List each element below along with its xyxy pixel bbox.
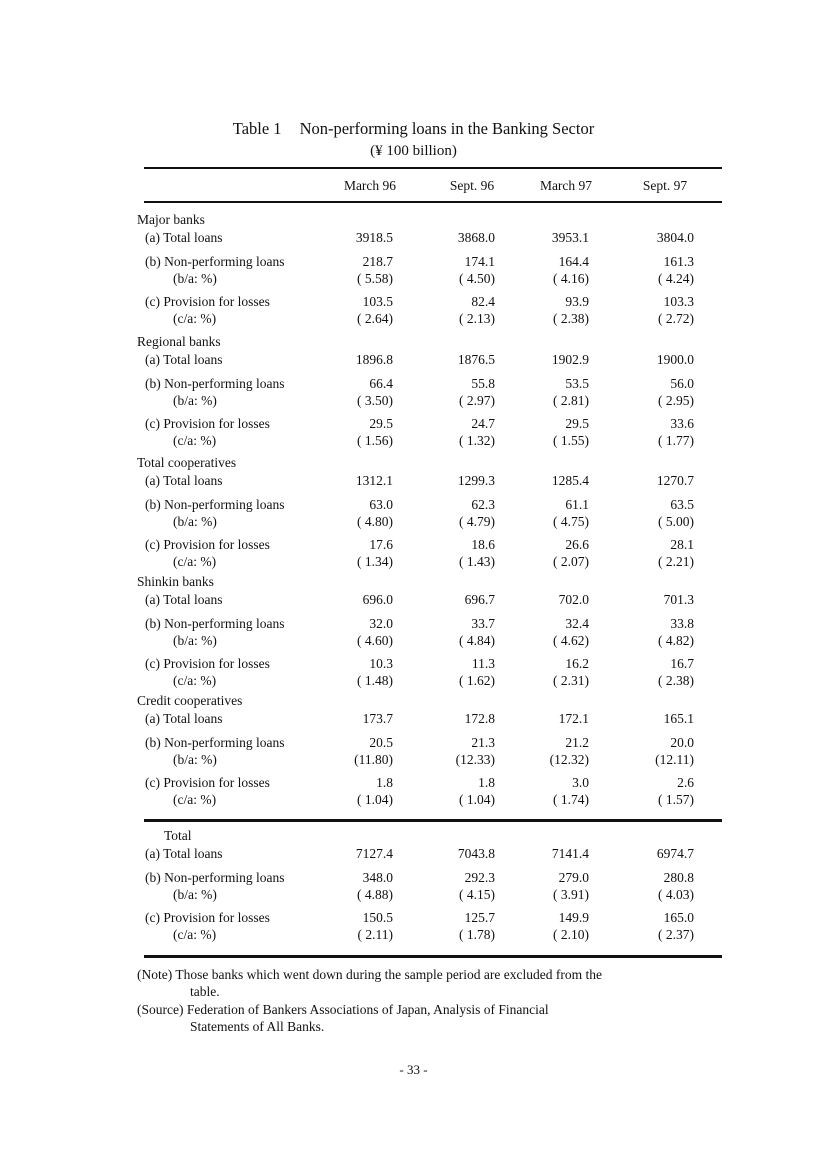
cell-value: 174.1 [464,254,495,269]
table-row [0,791,827,809]
group-name-text: Shinkin banks [137,574,214,589]
row-label: (b/a: %) [173,393,217,408]
cell-value: 3804.0 [656,230,694,245]
cell-value: 218.7 [362,254,393,269]
table-row [0,869,827,887]
row-label: (c) Provision for losses [145,537,270,552]
row-label: (c/a: %) [173,311,217,326]
cell-value: ( 1.77) [658,433,694,448]
cell-value: 66.4 [369,376,393,391]
cell-value: ( 2.10) [553,927,589,942]
group-name [0,454,827,472]
cell-value: 7127.4 [355,846,393,861]
table-subtitle: (¥ 100 billion) [370,143,457,159]
table-row [0,392,827,410]
row-label: (b/a: %) [173,633,217,648]
group-name-text: Regional banks [137,334,221,349]
cell-value: ( 2.31) [553,673,589,688]
row-label: (c/a: %) [173,792,217,807]
cell-value: 165.1 [663,711,694,726]
row-label: (b) Non-performing loans [145,735,285,750]
cell-value: ( 2.21) [658,554,694,569]
cell-value: 28.1 [670,537,694,552]
column-header: March 96 [343,178,397,193]
cell-value: 1312.1 [355,473,393,488]
cell-value: 32.4 [565,616,589,631]
cell-value: 33.8 [670,616,694,631]
table-row [0,253,827,271]
table-row [0,472,827,490]
cell-value: 696.7 [464,592,495,607]
cell-value: 20.5 [369,735,393,750]
cell-value: 82.4 [471,294,495,309]
cell-value: 10.3 [369,656,393,671]
cell-value: 16.2 [565,656,589,671]
table-label: Table 1 [232,119,282,138]
cell-value: 125.7 [464,910,495,925]
cell-value: 32.0 [369,616,393,631]
cell-value: 3918.5 [355,230,393,245]
group-name [0,333,827,351]
table-row [0,672,827,690]
cell-value: 149.9 [558,910,589,925]
cell-value: 1902.9 [551,352,589,367]
cell-value: (12.32) [549,752,589,767]
cell-value: 280.8 [663,870,694,885]
cell-value: 696.0 [362,592,393,607]
cell-value: ( 1.57) [658,792,694,807]
table-row [0,513,827,531]
cell-value: ( 3.91) [553,887,589,902]
cell-value: ( 4.03) [658,887,694,902]
group-name-text: Total cooperatives [137,455,237,470]
row-label: (b) Non-performing loans [145,254,285,269]
cell-value: 1299.3 [457,473,495,488]
column-header: March 97 [539,178,593,193]
cell-value: ( 4.50) [459,271,495,286]
cell-value: ( 1.04) [459,792,495,807]
cell-value: ( 2.37) [658,927,694,942]
row-label: (c) Provision for losses [145,656,270,671]
cell-value: ( 2.07) [553,554,589,569]
cell-value: ( 4.16) [553,271,589,286]
cell-value: 18.6 [471,537,495,552]
table-row [0,415,827,433]
cell-value: ( 1.78) [459,927,495,942]
top-rule [144,167,722,169]
cell-value: ( 4.82) [658,633,694,648]
group-name [0,692,827,710]
table-title [0,119,827,139]
cell-value: 33.7 [471,616,495,631]
cell-value: ( 5.00) [658,514,694,529]
source-line-2: Statements of All Banks. [190,1019,325,1034]
table-row [0,751,827,769]
row-label: (a) Total loans [145,846,223,861]
cell-value: ( 4.84) [459,633,495,648]
page-number: - 33 - [399,1062,428,1077]
table-title-text: Non-performing loans in the Banking Sector [299,119,595,138]
cell-value: 63.5 [670,497,694,512]
cell-value: ( 2.38) [658,673,694,688]
row-label: (a) Total loans [145,711,223,726]
table-row [0,734,827,752]
cell-value: ( 3.50) [357,393,393,408]
cell-value: 1876.5 [457,352,495,367]
cell-value: 6974.7 [656,846,694,861]
cell-value: 33.6 [670,416,694,431]
table-row [0,351,827,369]
cell-value: ( 2.72) [658,311,694,326]
cell-value: 61.1 [565,497,589,512]
cell-value: ( 4.75) [553,514,589,529]
cell-value: ( 1.04) [357,792,393,807]
cell-value: 172.1 [558,711,589,726]
group-name-text: Total [164,828,192,843]
cell-value: 1900.0 [656,352,694,367]
cell-value: 279.0 [558,870,589,885]
cell-value: 702.0 [558,592,589,607]
row-label: (a) Total loans [145,592,223,607]
cell-value: 701.3 [663,592,694,607]
cell-value: ( 4.24) [658,271,694,286]
group-name [0,211,827,229]
table-row [0,774,827,792]
cell-value: 1896.8 [355,352,393,367]
cell-value: ( 4.62) [553,633,589,648]
table-row [0,615,827,633]
cell-value: 348.0 [362,870,393,885]
row-label: (b/a: %) [173,752,217,767]
table-row [0,496,827,514]
cell-value: ( 2.81) [553,393,589,408]
row-label: (a) Total loans [145,473,223,488]
cell-value: ( 4.60) [357,633,393,648]
table-row [0,845,827,863]
cell-value: 11.3 [471,656,495,671]
cell-value: 3868.0 [457,230,495,245]
table-row [0,909,827,927]
table-row [0,293,827,311]
cell-value: ( 1.34) [357,554,393,569]
cell-value: 292.3 [464,870,495,885]
table-row [0,886,827,904]
cell-value: 24.7 [471,416,495,431]
table-row [0,632,827,650]
cell-value: 16.7 [670,656,694,671]
cell-value: 1285.4 [551,473,589,488]
row-label: (b) Non-performing loans [145,870,285,885]
cell-value: 2.6 [677,775,694,790]
cell-value: 56.0 [670,376,694,391]
cell-value: ( 5.58) [357,271,393,286]
row-label: (a) Total loans [145,352,223,367]
cell-value: ( 4.79) [459,514,495,529]
cell-value: (12.11) [655,752,694,767]
cell-value: 1270.7 [656,473,694,488]
table-row [0,553,827,571]
row-label: (b/a: %) [173,271,217,286]
cell-value: 164.4 [558,254,589,269]
cell-value: ( 2.38) [553,311,589,326]
cell-value: 26.6 [565,537,589,552]
source-line-1: (Source) Federation of Bankers Associations of Japan, Analysis of Financial [137,1002,549,1017]
cell-value: 93.9 [565,294,589,309]
table-row [0,229,827,247]
cell-value: 21.2 [565,735,589,750]
cell-value: ( 4.80) [357,514,393,529]
cell-value: 161.3 [663,254,694,269]
cell-value: ( 1.48) [357,673,393,688]
bottom-rule [144,955,722,958]
cell-value: 1.8 [376,775,393,790]
table-row [0,655,827,673]
cell-value: 3953.1 [551,230,589,245]
table-row [0,270,827,288]
cell-value: ( 1.32) [459,433,495,448]
row-label: (c) Provision for losses [145,294,270,309]
row-label: (c/a: %) [173,433,217,448]
row-label: (b/a: %) [173,887,217,902]
row-label: (a) Total loans [145,230,223,245]
row-label: (c) Provision for losses [145,910,270,925]
group-name-text: Credit cooperatives [137,693,243,708]
cell-value: 172.8 [464,711,495,726]
column-header: Sept. 97 [642,178,688,193]
cell-value: ( 4.15) [459,887,495,902]
cell-value: 165.0 [663,910,694,925]
row-label: (c/a: %) [173,554,217,569]
note-line-1: (Note) Those banks which went down during the sample period are excluded from the [137,967,602,982]
cell-value: 55.8 [471,376,495,391]
cell-value: ( 2.11) [357,927,393,942]
row-label: (c/a: %) [173,927,217,942]
cell-value: 17.6 [369,537,393,552]
table-row [0,310,827,328]
table-row [0,710,827,728]
row-label: (c) Provision for losses [145,775,270,790]
cell-value: 103.5 [362,294,393,309]
cell-value: 1.8 [478,775,495,790]
cell-value: ( 2.97) [459,393,495,408]
cell-value: ( 1.43) [459,554,495,569]
note-line-2: table. [190,984,220,999]
cell-value: 63.0 [369,497,393,512]
cell-value: ( 2.95) [658,393,694,408]
cell-value: 7141.4 [551,846,589,861]
table-row [0,432,827,450]
cell-value: ( 2.13) [459,311,495,326]
cell-value: ( 1.55) [553,433,589,448]
row-label: (c/a: %) [173,673,217,688]
cell-value: 29.5 [565,416,589,431]
group-name-text: Major banks [137,212,205,227]
row-label: (c) Provision for losses [145,416,270,431]
header-rule [144,201,722,203]
cell-value: 150.5 [362,910,393,925]
cell-value: 3.0 [572,775,589,790]
table-row [0,591,827,609]
cell-value: 53.5 [565,376,589,391]
cell-value: ( 1.62) [459,673,495,688]
total-top-rule [144,819,722,822]
cell-value: 173.7 [362,711,393,726]
row-label: (b) Non-performing loans [145,616,285,631]
cell-value: ( 4.88) [357,887,393,902]
cell-value: ( 2.64) [357,311,393,326]
table-row [0,926,827,944]
row-label: (b) Non-performing loans [145,497,285,512]
cell-value: ( 1.74) [553,792,589,807]
cell-value: 29.5 [369,416,393,431]
column-header: Sept. 96 [449,178,495,193]
table-row [0,375,827,393]
cell-value: (11.80) [354,752,393,767]
row-label: (b) Non-performing loans [145,376,285,391]
row-label: (b/a: %) [173,514,217,529]
cell-value: (12.33) [455,752,495,767]
cell-value: ( 1.56) [357,433,393,448]
group-name [0,573,827,591]
cell-value: 7043.8 [457,846,495,861]
cell-value: 62.3 [471,497,495,512]
group-name [0,827,827,845]
cell-value: 103.3 [663,294,694,309]
table-row [0,536,827,554]
cell-value: 20.0 [670,735,694,750]
cell-value: 21.3 [471,735,495,750]
